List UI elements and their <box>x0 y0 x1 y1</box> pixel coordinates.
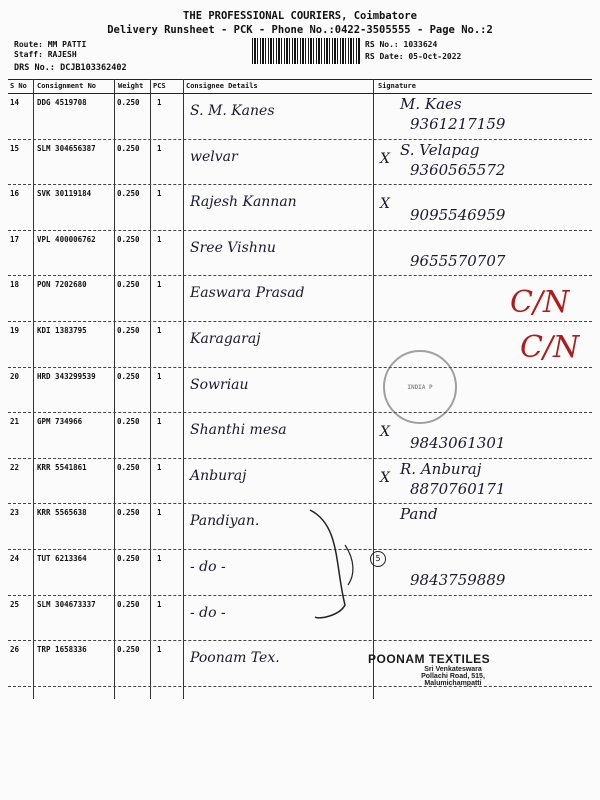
row-weight: 0.250 <box>117 98 140 107</box>
row-consignee: Shanthi mesa <box>190 422 287 439</box>
row-consignment: SVK 30119184 <box>37 189 92 199</box>
staff-field <box>14 50 77 59</box>
row-pcs: 1 <box>157 462 162 472</box>
row-pcs: 1 <box>157 143 162 153</box>
row-separator <box>8 230 592 231</box>
row-consignee: - do - <box>190 559 226 575</box>
route-field <box>14 40 86 49</box>
row-phone: 9095546959 <box>410 206 506 225</box>
row-consignee: welvar <box>190 148 238 165</box>
drs-field <box>14 63 127 73</box>
row-consignee: Sree Vishnu <box>190 239 276 256</box>
table-row <box>0 323 600 368</box>
row-sno: 19 <box>10 326 20 335</box>
row-pcs: 1 <box>157 554 162 563</box>
row-consignee: - do - <box>190 604 226 621</box>
table-row <box>0 232 600 277</box>
row-separator <box>8 321 592 322</box>
row-pcs: 1 <box>157 98 162 107</box>
row-consignment: TUT 6213364 <box>37 554 87 563</box>
row-consignee: Poonam Tex. <box>190 650 280 667</box>
barcode <box>252 38 360 64</box>
row-weight: 0.250 <box>117 554 140 563</box>
col-sno: S No <box>10 82 27 90</box>
row-consignment: TRP 1658336 <box>37 645 87 655</box>
row-consignment: SLM 304656387 <box>37 143 96 153</box>
route-label: Route: <box>14 40 43 49</box>
rs-no-label: RS No.: <box>365 40 399 49</box>
row-sno: 20 <box>10 371 20 381</box>
row-pcs: 1 <box>157 280 162 290</box>
table-row <box>0 95 600 140</box>
rs-date-value: 05-Oct-2022 <box>408 52 462 61</box>
row-weight: 0.250 <box>117 645 140 655</box>
table-row <box>0 186 600 231</box>
row-sno: 15 <box>10 143 20 153</box>
col-pcs: PCS <box>153 82 166 90</box>
col-consignee: Consignee Details <box>186 82 258 90</box>
row-separator <box>8 640 592 641</box>
cn-mark: C/N <box>520 330 580 365</box>
row-weight: 0.250 <box>117 508 140 518</box>
row-consignment: DDG 4519708 <box>37 98 87 107</box>
row-sno: 17 <box>10 234 20 244</box>
company-line: Pollachi Road, 515, <box>421 673 485 680</box>
staff-label: Staff: <box>14 50 43 59</box>
row-consignee: Sowriau <box>190 376 249 393</box>
col-consignment: Consignment No <box>37 82 97 90</box>
route-value: MM PATTI <box>47 40 87 49</box>
row-consignee: Easwara Prasad <box>190 285 305 302</box>
staff-value: RAJESH <box>47 50 77 59</box>
row-pcs: 1 <box>157 234 162 244</box>
row-weight: 0.250 <box>117 599 140 609</box>
row-separator <box>8 184 592 185</box>
row-sno: 16 <box>10 189 20 199</box>
row-weight: 0.250 <box>117 326 140 335</box>
row-weight: 0.250 <box>117 371 140 381</box>
page-subtitle: Delivery Runsheet - PCK - Phone No.:0422-3505555 - Page No.:2 <box>107 24 493 36</box>
row-consignment: SLM 304673337 <box>37 599 96 609</box>
stamp-text: INDIA P <box>407 383 433 391</box>
row-consignment: HRD 343299539 <box>37 371 96 381</box>
drs-label: DRS No.: <box>14 63 55 73</box>
row-sno: 24 <box>10 554 20 563</box>
row-signature: R. Anburaj <box>400 459 482 478</box>
row-phone: 9843759889 <box>410 571 506 589</box>
row-weight: 0.250 <box>117 143 140 153</box>
row-separator <box>8 139 592 140</box>
row-pcs: 1 <box>157 508 162 518</box>
round-stamp <box>383 350 457 424</box>
row-pcs: 1 <box>157 189 162 199</box>
row-consignee: Anburaj <box>190 467 247 484</box>
row-separator <box>8 412 592 413</box>
company-line: Sri Venkateswara <box>424 666 482 673</box>
row-sno: 23 <box>10 508 20 518</box>
table-row <box>0 141 600 186</box>
row-consignment: KRR 5565638 <box>37 508 87 518</box>
row-mark: X <box>380 469 390 486</box>
rs-no-value: 1033624 <box>403 40 438 49</box>
row-weight: 0.250 <box>117 280 140 290</box>
table-row <box>0 369 600 414</box>
row-phone: 9360565572 <box>410 160 506 179</box>
row-phone: 9361217159 <box>410 115 506 133</box>
row-separator <box>8 275 592 276</box>
row-consignee: Karagaraj <box>190 331 261 347</box>
table-row <box>0 460 600 505</box>
company-name: POONAM TEXTILES <box>368 652 491 666</box>
row-sno: 18 <box>10 280 20 290</box>
row-sno: 26 <box>10 645 20 655</box>
row-weight: 0.250 <box>117 234 140 244</box>
row-sno: 21 <box>10 417 20 427</box>
row-phone: 9843061301 <box>410 434 506 453</box>
bracket-mark <box>300 505 380 625</box>
row-pcs: 1 <box>157 326 162 335</box>
company-line: Malumichampatti <box>424 680 482 687</box>
cn-mark: C/N <box>510 285 570 320</box>
row-consignment: GPM 734966 <box>37 417 83 427</box>
table-header-rule <box>8 93 592 94</box>
page-title: THE PROFESSIONAL COURIERS, Coimbatore <box>183 10 417 22</box>
row-sno: 14 <box>10 98 20 107</box>
row-consignee: S. M. Kanes <box>190 103 275 119</box>
circle-number: 5 <box>370 551 386 567</box>
table-top-rule <box>8 79 592 80</box>
row-mark: X <box>380 424 390 441</box>
row-pcs: 1 <box>157 645 162 655</box>
row-signature: S. Velapag <box>400 140 480 159</box>
row-signature: M. Kaes <box>400 95 462 113</box>
col-signature: Signature <box>378 82 416 90</box>
row-weight: 0.250 <box>117 417 140 427</box>
row-consignment: PON 7202680 <box>37 280 87 290</box>
row-consignment: KDI 1383795 <box>37 326 87 335</box>
row-separator <box>8 458 592 459</box>
row-mark: X <box>380 150 390 167</box>
rs-no-field <box>365 40 437 49</box>
row-consignee: Pandiyan. <box>190 513 260 530</box>
rs-date-label: RS Date: <box>365 52 404 61</box>
row-phone: 8870760171 <box>410 479 506 498</box>
row-signature: Pand <box>400 505 438 524</box>
col-weight: Weight <box>118 82 144 90</box>
drs-value: DCJB103362402 <box>60 63 127 73</box>
row-mark: X <box>380 196 390 213</box>
rs-date-field <box>365 52 461 61</box>
row-sno: 25 <box>10 599 20 609</box>
table-row <box>0 414 600 459</box>
row-sno: 22 <box>10 462 20 472</box>
row-consignment: VPL 400006762 <box>37 234 96 244</box>
row-weight: 0.250 <box>117 189 140 199</box>
row-consignment: KRR 5541861 <box>37 462 87 472</box>
company-stamp <box>368 652 538 687</box>
row-consignee: Rajesh Kannan <box>190 194 297 211</box>
row-weight: 0.250 <box>117 462 140 472</box>
row-pcs: 1 <box>157 417 162 427</box>
row-separator <box>8 367 592 368</box>
row-pcs: 1 <box>157 371 162 381</box>
row-phone: 9655570707 <box>410 251 506 270</box>
row-pcs: 1 <box>157 599 162 609</box>
